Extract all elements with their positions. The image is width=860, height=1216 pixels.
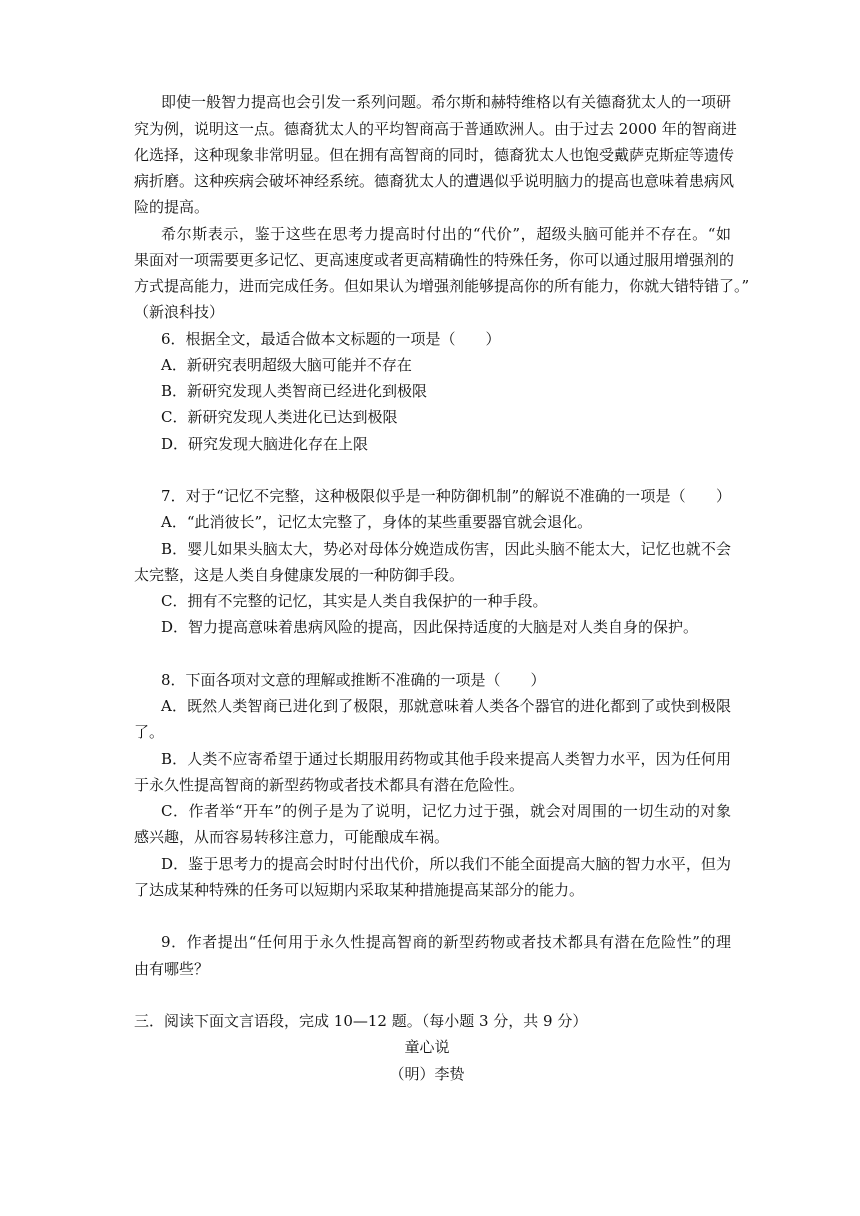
author-text: （明）李贽 — [389, 1065, 465, 1083]
option-text: A．新研究表明超级大脑可能并不存在 — [161, 356, 412, 374]
option-text: C．拥有不完整的记忆，其实是人类自我保护的一种手段。 — [161, 592, 548, 610]
option-text: A．既然人类智商已进化到了极限，那就意味着人类各个器官的进化都到了或快到极限 — [161, 697, 731, 715]
option-text: B．婴儿如果头脑太大，势必对母体分娩造成伤害，因此头脑不能太大，记忆也就不会 — [161, 540, 731, 558]
question-text: 7．对于“记忆不完整，这种极限似乎是一种防御机制”的解说不准确的一项是（ ） — [161, 487, 731, 505]
option-a-cont — [0, 720, 860, 744]
option-text: B．人类不应寄希望于通过长期服用药物或其他手段来提高人类智力水平，因为任何用 — [161, 750, 731, 768]
question-text: 9．作者提出“任何用于永久性提高智商的新型药物或者技术都具有潜在危险性”的理 — [161, 933, 731, 951]
option-d — [0, 852, 860, 876]
passage-text: 险的提高。 — [134, 198, 210, 216]
section-3-heading — [0, 1009, 860, 1033]
passage-text: 病折磨。这种疾病会破坏神经系统。德裔犹太人的遭遇似乎说明脑力的提高也意味着患病风 — [134, 172, 735, 190]
question-6-stem — [0, 327, 860, 351]
option-a — [0, 510, 860, 534]
passage-text: 方式提高能力，进而完成任务。但如果认为增强剂能够提高你的所有能力，你就大错特错了。” — [134, 277, 750, 295]
passage-line — [0, 117, 860, 141]
option-text: D．智力提高意味着患病风险的提高，因此保持适度的大脑是对人类自身的保护。 — [161, 618, 699, 636]
title-text: 童心说 — [404, 1038, 450, 1056]
passage-text: 希尔斯表示，鉴于这些在思考力提高时付出的“代价”，超级头脑可能并不存在。“如 — [161, 225, 731, 243]
option-c — [0, 589, 860, 613]
passage-line — [0, 248, 860, 272]
option-b — [0, 747, 860, 771]
question-8-stem — [0, 668, 860, 692]
passage-line — [0, 90, 860, 114]
passage-text: 究为例，说明这一点。德裔犹太人的平均智商高于普通欧洲人。由于过去 2000 年的智商进 — [134, 120, 737, 138]
option-text: 感兴趣，从而容易转移注意力，可能酿成车祸。 — [134, 828, 450, 846]
passage-text: 果面对一项需要更多记忆、更高速度或者更高精确性的特殊任务，你可以通过服用增强剂的 — [134, 251, 735, 269]
passage-line — [0, 274, 860, 298]
passage-line — [0, 169, 860, 193]
option-text: C．新研究发现人类进化已达到极限 — [161, 408, 398, 426]
option-b — [0, 379, 860, 403]
option-text: 了。 — [134, 723, 165, 741]
option-text: B．新研究发现人类智商已经进化到极限 — [161, 382, 428, 400]
question-text: 由有哪些？ — [134, 960, 210, 978]
option-a — [0, 353, 860, 377]
passage-line — [0, 143, 860, 167]
option-d — [0, 432, 860, 456]
question-9-stem — [0, 930, 860, 954]
question-9-cont — [0, 957, 860, 981]
section-heading-text: 三．阅读下面文言语段，完成 10—12 题。（每小题 3 分，共 9 分） — [134, 1012, 588, 1030]
option-text: 了达成某种特殊的任务可以短期内采取某种措施提高某部分的能力。 — [134, 881, 585, 899]
option-d — [0, 615, 860, 639]
question-7-stem — [0, 484, 860, 508]
source-note: （新浪科技） — [134, 303, 225, 321]
option-text: D．鉴于思考力的提高会时时付出代价，所以我们不能全面提高大脑的智力水平，但为 — [161, 855, 731, 873]
option-text: 太完整，这是人类自身健康发展的一种防御手段。 — [134, 566, 465, 584]
passage-text: 化选择，这种现象非常明显。但在拥有高智商的同时，德裔犹太人也饱受戴萨克斯症等遗传 — [134, 146, 735, 164]
question-text: 8．下面各项对文意的理解或推断不准确的一项是（ ） — [161, 671, 546, 689]
option-b — [0, 537, 860, 561]
classical-text-author — [0, 1062, 860, 1086]
option-text: C．作者举“开车”的例子是为了说明，记忆力过于强，就会对周围的一切生动的对象 — [161, 802, 731, 820]
passage-text: 即使一般智力提高也会引发一系列问题。希尔斯和赫特维格以有关德裔犹太人的一项研 — [161, 93, 732, 111]
option-text: D．研究发现大脑进化存在上限 — [161, 435, 369, 453]
passage-line — [0, 300, 860, 324]
option-c — [0, 405, 860, 429]
passage-line — [0, 222, 860, 246]
option-b-cont — [0, 773, 860, 797]
option-text: 于永久性提高智商的新型药物或者技术都具有潜在危险性。 — [134, 776, 525, 794]
option-c-cont — [0, 825, 860, 849]
option-a — [0, 694, 860, 718]
option-d-cont — [0, 878, 860, 902]
option-text: A．“此消彼长”，记忆太完整了，身体的某些重要器官就会退化。 — [161, 513, 593, 531]
question-text: 6．根据全文，最适合做本文标题的一项是（ ） — [161, 330, 501, 348]
passage-line — [0, 195, 860, 219]
option-b-cont — [0, 563, 860, 587]
classical-text-title — [0, 1035, 860, 1059]
option-c — [0, 799, 860, 823]
